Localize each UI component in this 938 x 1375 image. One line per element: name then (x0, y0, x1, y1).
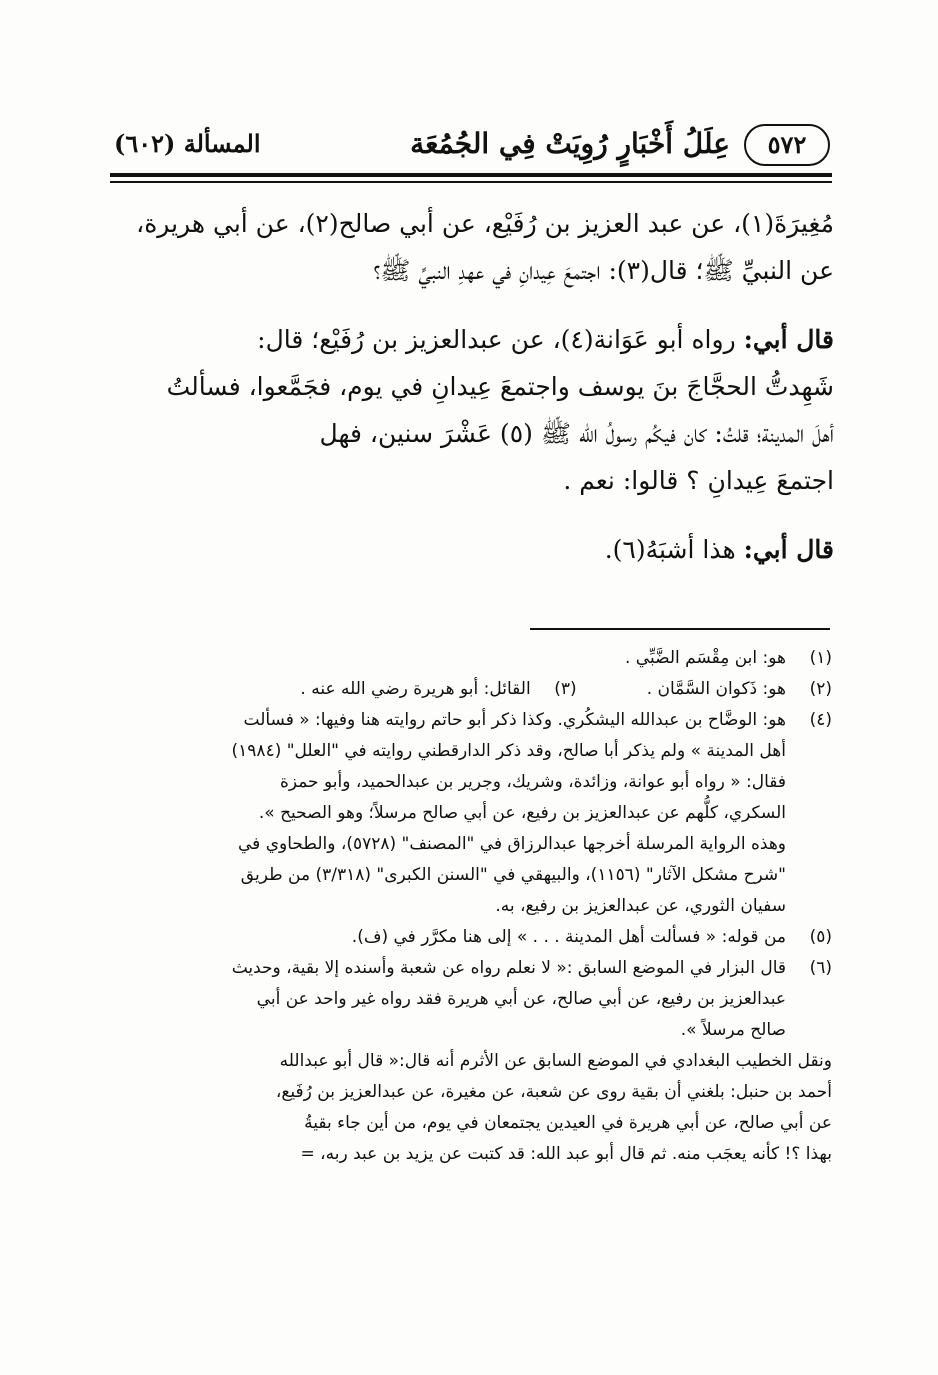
main-line: أهلَ المدينة؛ قلتُ: كان فيكُم رسولُ الله ﷺ (٥) عَشْرَ سنين، فهل (319, 419, 834, 448)
page-number: ٥٧٢ (744, 124, 830, 166)
footnote-1 (108, 643, 832, 674)
footnote-line: قال البزار في الموضع السابق :« لا نعلم رواه عن شعبة وأسنده إلا بقية، وحديث (231, 958, 786, 978)
footnote-body (108, 953, 786, 1046)
footnote-number: (٦) (809, 958, 832, 978)
footnote-number: (٥) (809, 927, 832, 947)
footnote-row-2-3 (108, 674, 832, 705)
main-line: مُغِيرَةَ(١)، عن عبد العزيز بن رُفَيْع، عن أبي صالح(٢)، عن أبي هريرة، (136, 209, 834, 238)
footnote-line: فقال: « رواه أبو عوانة، وزائدة، وشريك، وجرير بن عبدالحميد، وأبو حمزة (279, 772, 786, 792)
footnote-line: هو: الوضَّاح بن عبدالله اليشكُري. وكذا ذكر أبو حاتم روايته هنا وفيها: « فسألت (243, 710, 786, 730)
footnote-number: (١) (809, 648, 832, 668)
footnote-line: سفيان الثوري، عن عبدالعزيز بن رفيع، به. (495, 896, 786, 916)
main-line: اجتمعَ عِيدانِ ؟ قالوا: نعم . (563, 466, 834, 495)
footnote-5 (108, 922, 832, 953)
main-line: عن النبيِّ ﷺ؛ قال(٣): اجتمعَ عِيدانِ في عهدِ النبيِّ ﷺ؟ (373, 256, 834, 285)
footnote-line: وهذه الرواية المرسلة أخرجها عبدالرزاق في "المصنف" (٥٧٢٨)، والطحاوي في (238, 834, 786, 854)
footnote-6 (108, 953, 832, 1046)
main-paragraph-3 (108, 526, 834, 573)
footnote-number: (٤) (809, 710, 832, 730)
footnote-line: ونقل الخطيب البغدادي في الموضع السابق عن الأثرم أنه قال:« قال أبو عبدالله (279, 1051, 832, 1071)
main-line: هذا أشبَهُ(٦). (604, 535, 736, 564)
main-line: رواه أبو عَوَانة(٤)، عن عبدالعزيز بن رُفَيْع؛ قال: (257, 325, 736, 354)
footnote-number: (٣) (554, 679, 577, 699)
main-line: شَهِدتُّ الحجَّاجَ بنَ يوسف واجتمعَ عِيدانِ في يوم، فجَمَّعوا، فسألتُ (166, 372, 834, 401)
footnote-line: أحمد بن حنبل: بلغني أن بقية روى عن شعبة، عن مغيرة، عن عبدالعزيز بن رُفَيع، (275, 1082, 832, 1102)
footnote-4 (108, 705, 832, 922)
footnote-separator (530, 628, 830, 630)
footnote-text: القائل: أبو هريرة رضي الله عنه . (300, 679, 531, 699)
footnote-body (108, 705, 786, 922)
footnote-line: صالح مرسلاً ». (680, 1020, 786, 1040)
footnote-line: بهذا ؟! كأنه يعجَب منه. ثم قال أبو عبد الله: قد كتبت عن يزيد بن عبد ربه، = (300, 1144, 832, 1164)
speaker-lead: قال أبي: (743, 535, 834, 564)
footnote-number: (٢) (809, 679, 832, 699)
footnote-line: أهل المدينة » ولم يذكر أبا صالح، وقد ذكر الدارقطني روايته في "العلل" (١٩٨٤) (231, 741, 786, 761)
running-title: عِلَلُ أَخْبَارٍ رُوِيَتْ فِي الجُمُعَة (410, 127, 730, 160)
header-rule-thick (110, 173, 832, 177)
issue-label: المسألة (٦٠٢) (114, 129, 261, 158)
footnote-line: عبدالعزيز بن رفيع، عن أبي صالح، عن أبي هريرة فقد رواه غير واحد عن أبي (256, 989, 786, 1009)
footnote-text: من قوله: « فسألت أهل المدينة . . . » إلى هنا مكرَّر في (ف). (351, 927, 786, 947)
main-text (108, 200, 834, 573)
footnote-text: هو: ذَكوان السَّمَّان . (646, 679, 786, 699)
speaker-lead: قال أبي: (743, 325, 834, 354)
page-header (110, 120, 830, 172)
footnote-6-continuation (108, 1046, 832, 1170)
footnote-line: السكري، كلُّهم عن عبدالعزيز بن رفيع، عن أبي صالح مرسلاً؛ وهو الصحيح ». (258, 803, 786, 823)
main-paragraph-2 (108, 316, 834, 363)
footnote-text: هو: ابن مِقْسَم الضَّبِّي . (624, 648, 786, 668)
header-rule-thin (110, 181, 832, 183)
footnote-spacer (577, 674, 647, 705)
footnote-line: عن أبي صالح، عن أبي هريرة في العيدين يجتمعان في يوم، من أين جاء بقيةُ (304, 1113, 832, 1133)
footnotes (108, 643, 832, 1170)
footnote-line: "شرح مشكل الآثار" (١١٥٦)، والبيهقي في "السنن الكبرى" (٣/٣١٨) من طريق (240, 865, 786, 885)
